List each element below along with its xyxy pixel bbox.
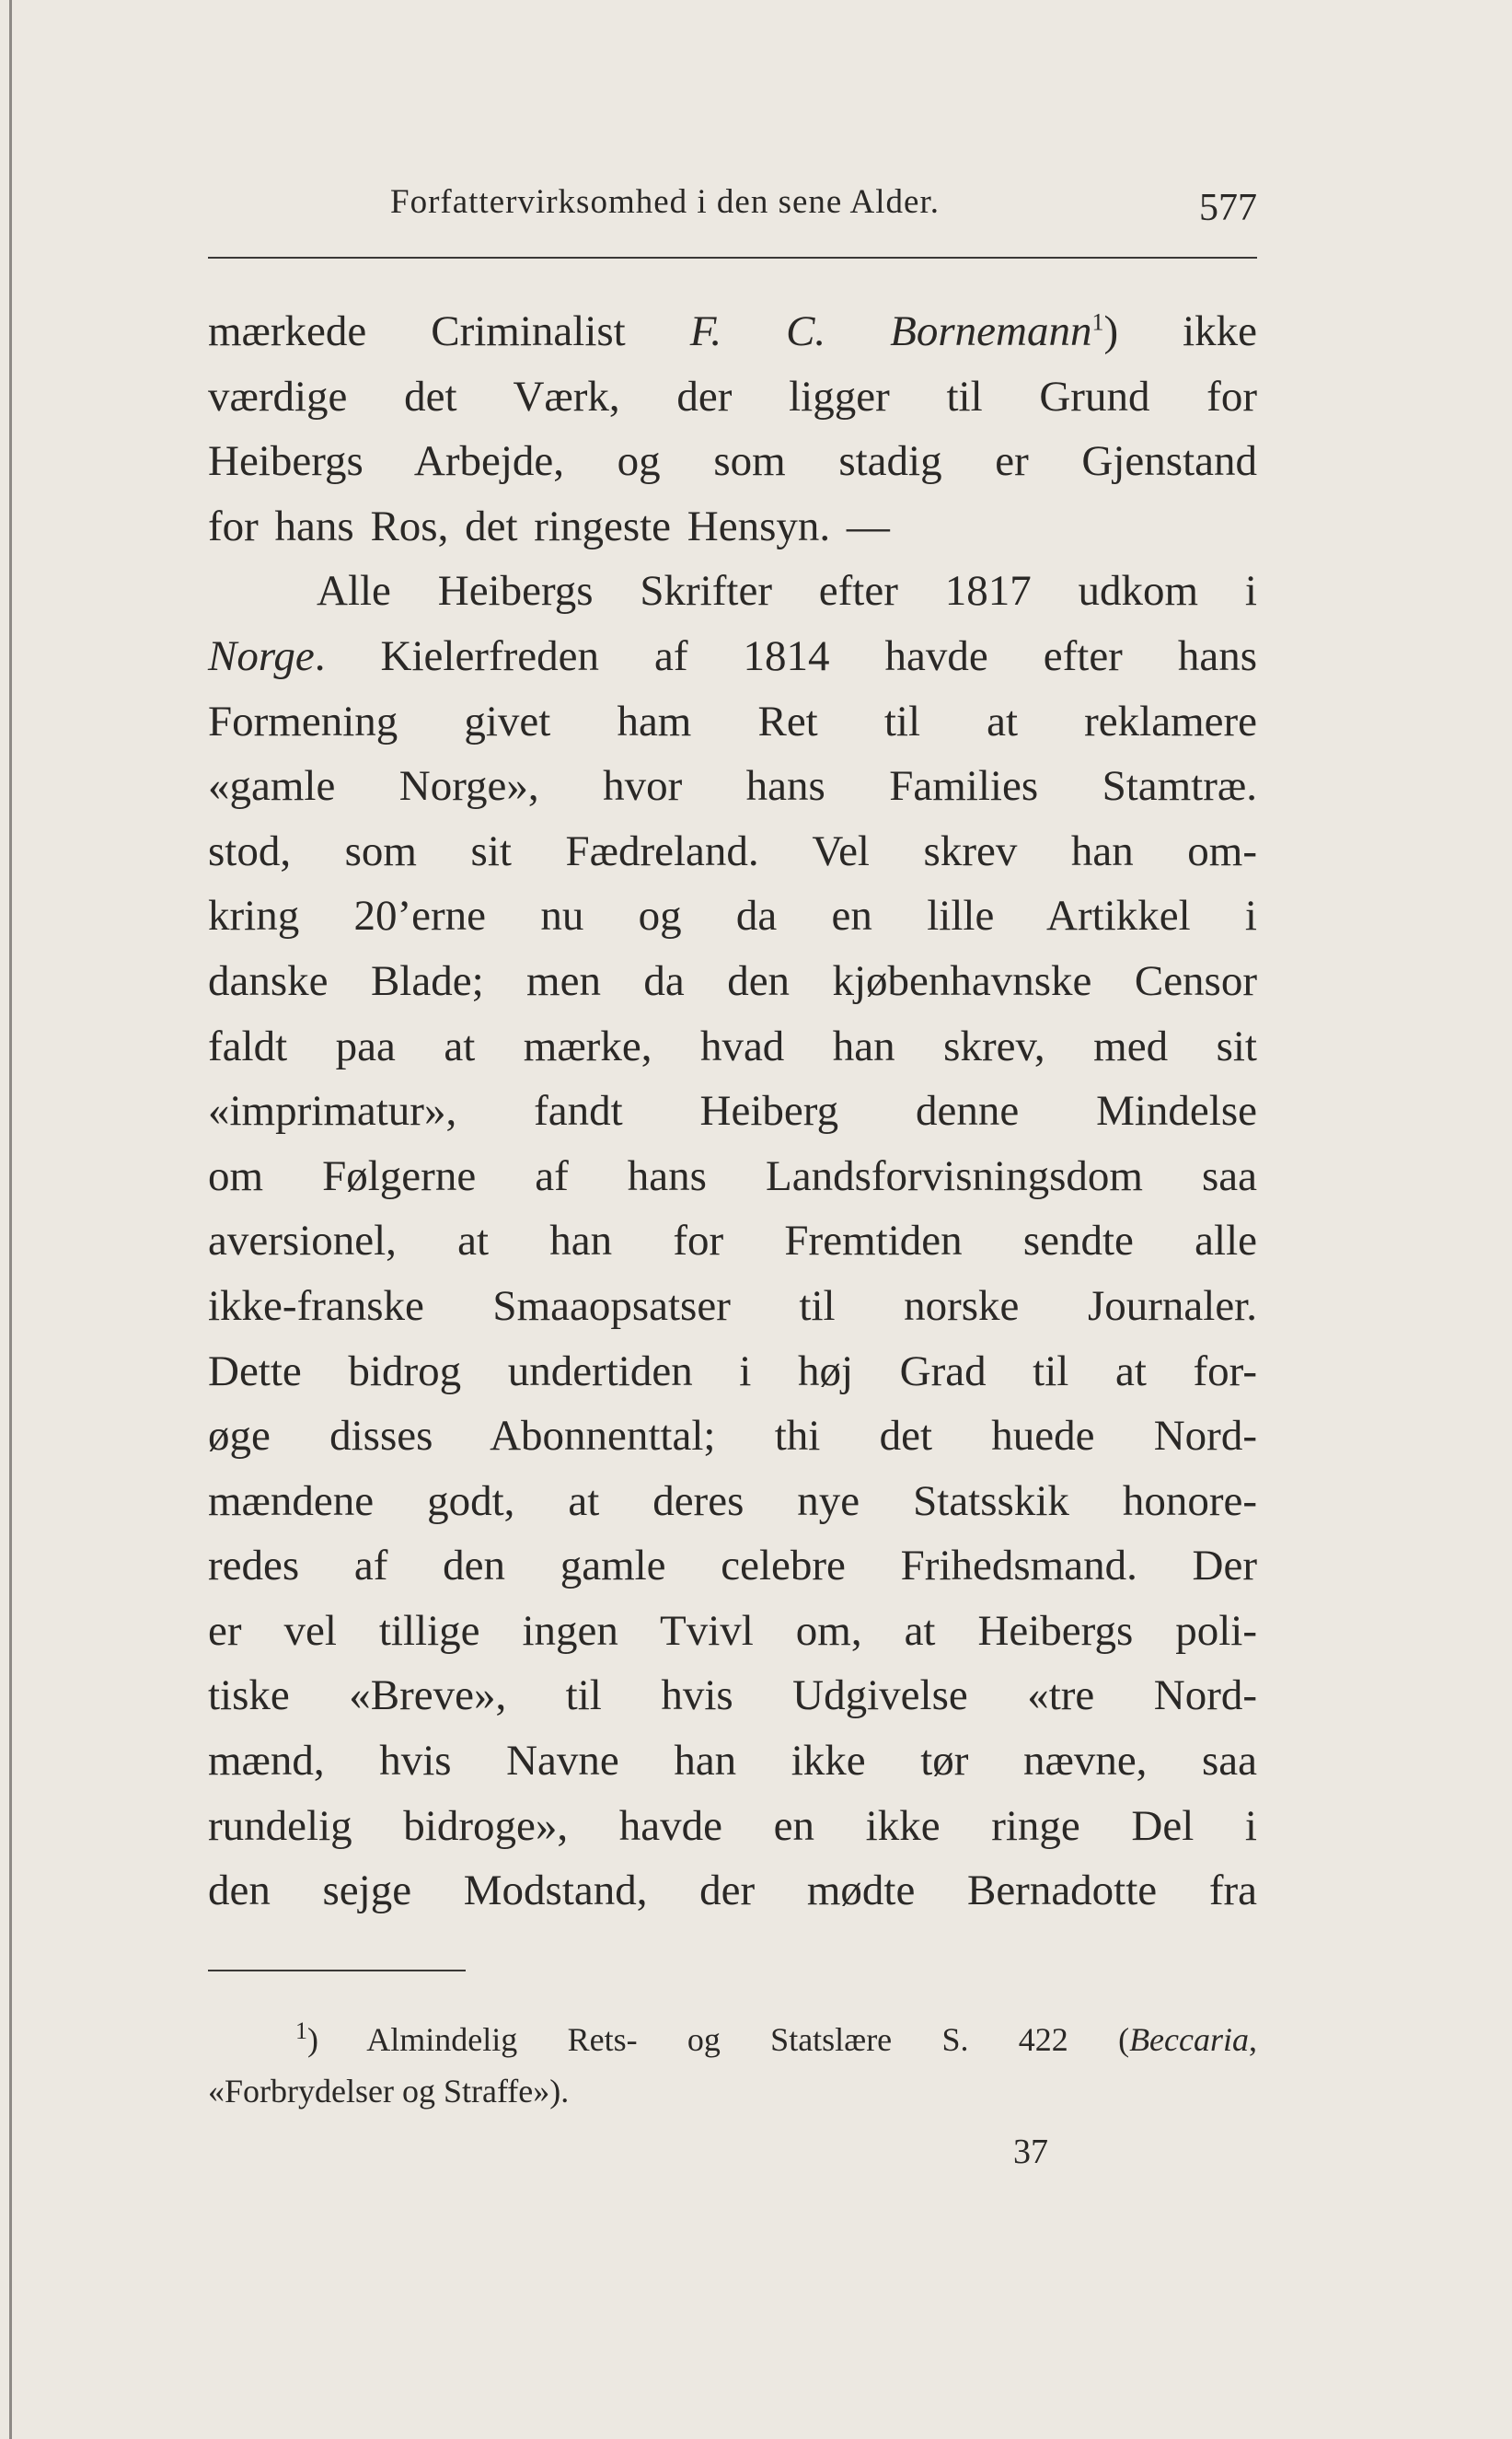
body-text	[208, 299, 1257, 1924]
text-line-12: faldt paa at mærke, hvad han skrev, med sit	[208, 1022, 1257, 1070]
footnote	[208, 2014, 1257, 2117]
text-line-8: «gamle Norge», hvor hans Families Stamtræ.	[208, 762, 1257, 811]
footnote-marker: 1	[295, 2017, 307, 2044]
text-line-19: mændene godt, at deres nye Statsskik honore-	[208, 1476, 1257, 1525]
text-line-9: stod, som sit Fædreland. Vel skrev han om-	[208, 826, 1257, 875]
text-line-23: mænd, hvis Navne han ikke tør nævne, saa	[208, 1737, 1257, 1786]
text-line-5: Alle Heibergs Skrifter efter 1817 udkom i	[317, 567, 1257, 616]
text-line-10: kring 20’erne nu og da en lille Artikkel i	[208, 892, 1257, 941]
text-line-18: øge disses Abonnenttal; thi det huede Nord-	[208, 1412, 1257, 1461]
author-name: F. C. Bornemann	[689, 307, 1092, 355]
text-line-6: Norge. Kielerfreden af 1814 havde efter hans	[208, 631, 1257, 680]
page-number: 577	[1199, 187, 1257, 229]
text-line-14: om Følgerne af hans Landsforvisningsdom saa	[208, 1151, 1257, 1200]
page-edge	[9, 0, 12, 2439]
text-line-21: er vel tillige ingen Tvivl om, at Heibergs poli-	[208, 1606, 1257, 1655]
text-line-16: ikke-franske Smaaopsatser til norske Journaler.	[208, 1281, 1257, 1330]
text-line-15: aversionel, at han for Fremtiden sendte alle	[208, 1217, 1257, 1266]
signature-mark: 37	[1013, 2133, 1048, 2171]
running-title: Forfattervirksomhed i den sene Alder.	[390, 183, 941, 221]
text-line-25: den sejge Modstand, der mødte Bernadotte fra	[208, 1867, 1257, 1915]
text-line-11: danske Blade; men da den kjøbenhavnske Censor	[208, 956, 1257, 1005]
text-line-13: «imprimatur», fandt Heiberg denne Mindelse	[208, 1087, 1257, 1136]
text-line-20: redes af den gamle celebre Frihedsmand. Der	[208, 1542, 1257, 1590]
running-head	[208, 182, 1257, 237]
text-line-24: rundelig bidroge», havde en ikke ringe Del i	[208, 1801, 1257, 1850]
place-name: Norge	[208, 631, 315, 680]
text-line-1: mærkede Criminalist F. C. Bornemann$^1$) ikke	[208, 307, 1257, 355]
text-line-22: tiske «Breve», til hvis Udgivelse «tre Nord-	[208, 1671, 1257, 1720]
text-line-17: Dette bidrog undertiden i høj Grad til at for-	[208, 1347, 1257, 1395]
text-line-7: Formening givet ham Ret til at reklamere	[208, 697, 1257, 746]
text-line-3: Heibergs Arbejde, og som stadig er Gjenstand	[208, 437, 1257, 486]
footnote-line-2: «Forbrydelser og Straffe»).	[208, 2073, 570, 2110]
footnote-rule	[208, 1970, 466, 1971]
footnote-line-1: $^1$) Almindelig Rets- og Statslære S. 422 (Beccaria,	[295, 2017, 1257, 2058]
footnote-italic: Beccaria	[1129, 2021, 1249, 2058]
book-page	[208, 0, 1257, 2439]
footnote-ref: 1	[1091, 308, 1104, 336]
text-line-4: for hans Ros, det ringeste Hensyn. —	[208, 502, 890, 550]
header-rule	[208, 257, 1257, 259]
text-line-2: værdige det Værk, der ligger til Grund for	[208, 372, 1257, 421]
